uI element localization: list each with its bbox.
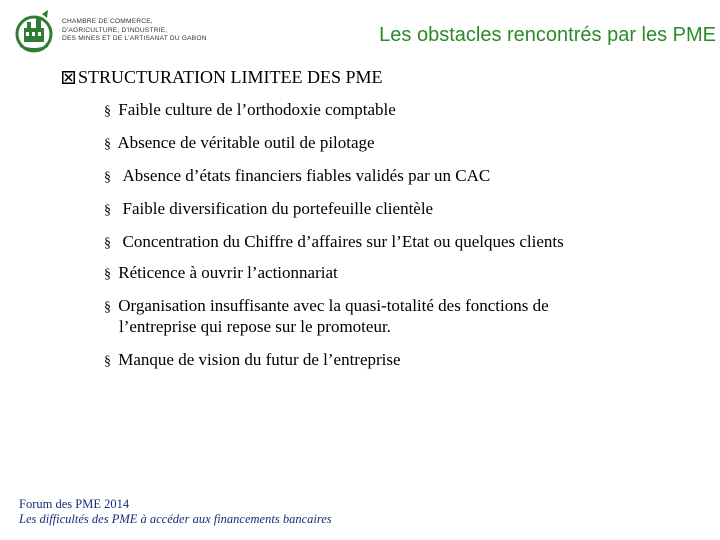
bullet-mark: § <box>104 354 111 369</box>
list-item <box>104 133 375 154</box>
org-line: DES MINES ET DE L'ARTISANAT DU GABON <box>62 35 207 42</box>
section-heading-text: STRUCTURATION LIMITEE DES PME <box>78 67 383 87</box>
chamber-logo-icon <box>14 8 54 56</box>
bullet-mark: § <box>104 203 111 218</box>
list-item-text: Faible culture de l’orthodoxie comptable <box>118 100 396 119</box>
list-item <box>104 199 433 220</box>
list-item-text: Absence de véritable outil de pilotage <box>117 133 375 152</box>
list-item <box>104 350 401 371</box>
bullet-mark: § <box>104 137 111 152</box>
slide-header <box>0 0 720 62</box>
list-item <box>104 263 338 284</box>
footer-event: Forum des PME 2014 <box>19 497 130 511</box>
footer-subtitle: Les difficultés des PME à accéder aux financements bancaires <box>19 512 332 526</box>
list-item <box>104 232 564 253</box>
section-heading <box>62 67 383 88</box>
list-item-text: Organisation insuffisante avec la quasi-totalité des fonctions de <box>118 296 549 315</box>
list-item <box>104 296 549 336</box>
bullet-mark: § <box>104 170 111 185</box>
organization-name <box>62 18 207 44</box>
list-item-text: Réticence à ouvrir l’actionnariat <box>118 263 338 282</box>
list-item-text: Absence d’états financiers fiables validés par un CAC <box>122 166 491 185</box>
bullet-mark: § <box>104 300 111 315</box>
checkbox-x-icon <box>62 71 75 84</box>
org-line: D'AGRICULTURE, D'INDUSTRIE, <box>62 26 168 34</box>
list-item-continuation: l’entreprise qui repose sur le promoteur. <box>119 317 391 336</box>
org-line: CHAMBRE DE COMMERCE, <box>62 18 153 25</box>
list-item-text: Manque de vision du futur de l’entreprise <box>118 350 401 369</box>
slide-title: Les obstacles rencontrés par les PME <box>379 24 716 46</box>
bullet-mark: § <box>104 267 111 282</box>
bullet-mark: § <box>104 236 111 251</box>
list-item-text: Faible diversification du portefeuille clientèle <box>122 199 434 218</box>
bullet-mark: § <box>104 104 111 119</box>
list-item <box>104 166 490 187</box>
list-item <box>104 100 396 121</box>
list-item-text: Concentration du Chiffre d’affaires sur l’Etat ou quelques clients <box>122 232 564 251</box>
footer <box>19 497 332 527</box>
